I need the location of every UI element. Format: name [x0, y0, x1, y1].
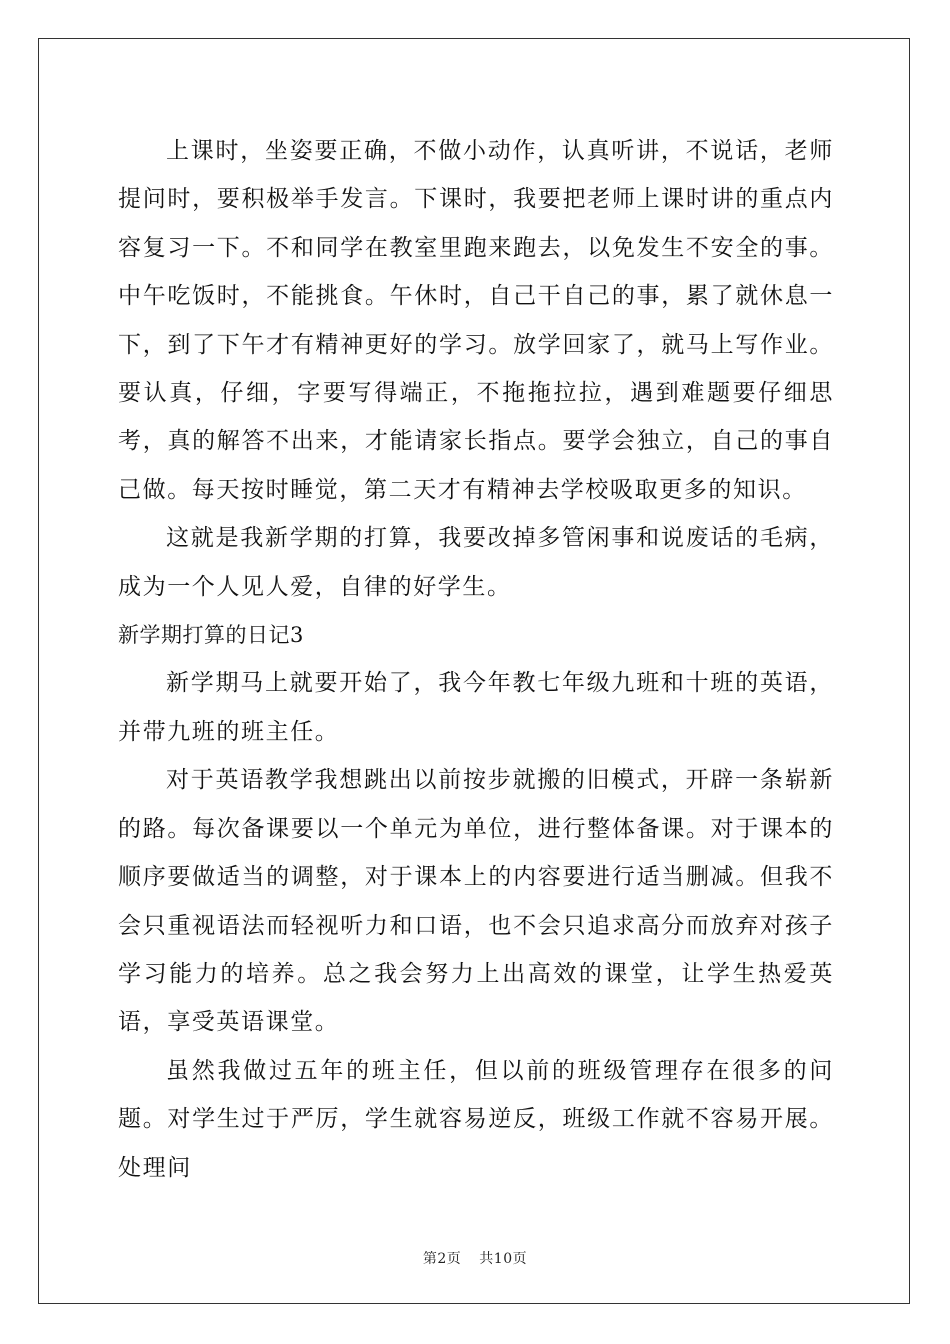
paragraph: 上课时，坐姿要正确，不做小动作，认真听讲，不说话，老师提问时，要积极举手发言。下课时，我要把老师上课时讲的重点内容复习一下。不和同学在教室里跑来跑去，以免发生不安全的事。中午吃饭时，不能挑食。午休时，自己干自己的事，累了就休息一下，到了下午才有精神更好的学习。放学回家了，就马上写作业。要认真，仔细，字要写得端正，不拖拖拉拉，遇到难题要仔细思考，真的解答不出来，才能请家长指点。要学会独立，自己的事自己做。每天按时睡觉，第二天才有精神去学校吸取更多的知识。	[118, 138, 834, 503]
paragraph: 虽然我做过五年的班主任，但以前的班级管理存在很多的问题。对学生过于严厉，学生就容易逆反，班级工作就不容易开展。处理问	[118, 1057, 834, 1181]
paragraph: 这就是我新学期的打算，我要改掉多管闲事和说废话的毛病，成为一个人见人爱，自律的好学生。	[118, 525, 834, 600]
page-number: 第2页	[422, 1251, 462, 1267]
page-footer	[0, 1248, 950, 1268]
paragraph: 新学期马上就要开始了，我今年教七年级九班和十班的英语，并带九班的班主任。	[118, 670, 834, 745]
page-total: 共10页	[479, 1251, 528, 1267]
paragraph: 对于英语教学我想跳出以前按步就搬的旧模式，开辟一条崭新的路。每次备课要以一个单元为单位，进行整体备课。对于课本的顺序要做适当的调整，对于课本上的内容要进行适当删减。但我不会只重视语法而轻视听力和口语，也不会只追求高分而放弃对孩子学习能力的培养。总之我会努力上出高效的课堂，让学生热爱英语，享受英语课堂。	[118, 767, 834, 1036]
section-title: 新学期打算的日记3	[118, 623, 304, 648]
document-body	[118, 127, 834, 1192]
